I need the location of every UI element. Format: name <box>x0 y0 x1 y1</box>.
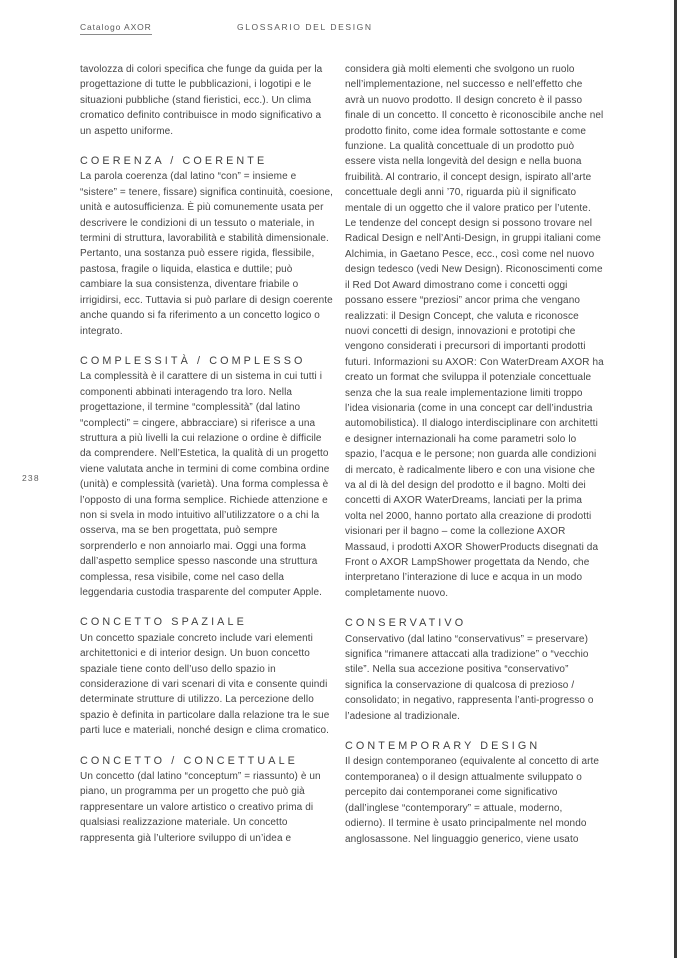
term-heading-coerenza: COERENZA / COERENTE <box>80 155 268 168</box>
left-column <box>80 62 334 846</box>
term-heading-conservativo: CONSERVATIVO <box>345 617 467 630</box>
paragraph-contemporary-design: Il design contemporaneo (equivalente al concetto di arte contemporanea) o il design attualmente sviluppato o percepito dai contemporanei come significativo (dall’inglese “contemporary” = attuale, moderno, odierno). Il termine è usato principalmente nel mondo anglosassone. Nel linguaggio generico, viene usato <box>345 756 600 845</box>
term-heading-complessita: COMPLESSITÀ / COMPLESSO <box>80 354 306 367</box>
paragraph-color-climate-cont: tavolozza di colori specifica che funge da guida per la progettazione di tutte le pubblicazioni, i logotipi e le situazioni pubbliche (stand fieristici, ecc.). Un clima cromatico definito contribuisce in modo significativo a un aspetto uniforme. <box>80 64 323 137</box>
paragraph-conservativo: Conservativo (dal latino “conservativus” = preservare) significa “rimanere attaccati alla tradizione” o “vecchio stile”. Nella sua accezione positiva “conservativo” significa la conservazione di qualcosa di prezioso / consolidato; in negativo, rappresenta l’anti-progresso o l’adesione al tradizionale. <box>345 633 594 722</box>
term-heading-contemporary-design: CONTEMPORARY DESIGN <box>345 740 541 753</box>
paragraph-concetto: Un concetto (dal latino “conceptum” = riassunto) è un piano, un programma per un progetto che può già rappresentare un valore artistico o creativo prima di qualsiasi realizzazione materiale. Un concetto rappresenta già l’ulteriore sviluppo di un’idea e <box>80 771 321 844</box>
paragraph-coerenza: La parola coerenza (dal latino “con” = insieme e “sistere” = tenere, fissare) significa continuità, coesione, unità e autosufficienza. È più comunemente usata per descrivere le condizioni di un tessuto o materiale, in termini di struttura, lavorabilità e stabilità dimensionale. Pertanto, una sostanza può essere rigida, flessibile, pastosa, fragile o liquida, elastica e duttile; può cambiare la sua consistenza, diventare friabile o irrigidirsi, ecc. Tuttavia si può parlare di design coerente anche quando si fa riferimento a un concetto logico o integrato. <box>80 171 334 337</box>
right-column <box>345 62 604 847</box>
paragraph-concetto-spaziale: Un concetto spaziale concreto include vari elementi architettonici e di interior design. Un buon concetto spaziale tiene conto dell’uso dello spazio in considerazione di vari scenari di vita e consente quindi determinate strutture di utilizzo. La percezione dello spazio è definita in particolare dalla relazione tra le sue parti luce e materiali, nonché design e clima cromatico. <box>80 632 330 737</box>
catalog-label: Catalogo AXOR <box>80 22 152 35</box>
paragraph-complessita: La complessità è il carattere di un sistema in cui tutti i componenti abbinati interagendo tra loro. Nella progettazione, il termine “complessità” (dal latino “complecti” = cingere, abbracciare) si riferisce a una struttura a più livelli la cui relazione o ordine è difficile da comprendere. Nell’Estetica, la qualità di un progetto viene valutata anche in termini di come combina ordine (unità) e complessità (varietà). Una forma complessa è l’opposto di una forma semplice. Richiede attenzione e non si svela in modo intuitivo all’utilizzatore o a chi la osserva, ma se ben progettata, può sempre sorprenderlo e non annoiarlo mai. Oggi una forma dall’aspetto semplice spesso nasconde una struttura complessa, resa visibile, come nel caso della leggendaria custodia trasparente del computer Apple. <box>80 371 330 598</box>
page-number: 238 <box>22 473 40 483</box>
paragraph-concetto-cont: considera già molti elementi che svolgono un ruolo nell’implementazione, nel successo e nell’effetto che avrà un nuovo prodotto. Il design concreto è il passo finale di un concetto. Il concetto è riconoscibile anche nel prodotto finito, come idea formale sottostante e come funzione. La qualità concettuale di un prodotto può essere vista nella longevità del design e nella buona fruibilità. Al contrario, il concept design, ispirato all’arte concettuale degli anni ’70, riguarda più il significato mentale di un oggetto che il valore pratico per l’utente. Le tendenze del concept design si possono trovare nel Radical Design e nell’Anti-Design, in gruppi italiani come Alchimia, in Gaetano Pesce, ecc., così come nel nuovo design tedesco (vedi New Design). Riconoscimenti come il Red Dot Award dimostrano come i concetti oggi possano essere “preziosi” ancor prima che vengano realizzati: il Design Concept, che valuta e riconosce nuovi concetti di design, innovazioni e prototipi che vengono considerati i precursori di importanti prodotti futuri. Informazioni su AXOR: Con WaterDream AXOR ha creato un format che sviluppa il potenziale concettuale senza che la sua reale implementazione limiti troppo l’idea visionaria (come in una concept car dell’industria automobilistica). Il dialogo interdisciplinare con architetti e designer internazionali ha come parametri solo lo spazio, l’acqua e le persone; non guarda alle condizioni di mercato, è radicalmente libero e con una visione che va al di là del design del prodotto e il bagno. Molti dei concetti di AXOR WaterDreams, lanciati per la prima volta nel 2000, hanno portato alla creazione di prodotti visionari per il bagno – come la collezione AXOR Massaud, i prodotti AXOR ShowerProducts disegnati da Front o AXOR LampShower progettata da Nendo, che interpretano l’interazione di luce e acqua in un modo completamente nuovo. <box>345 64 604 599</box>
running-header <box>0 22 677 42</box>
term-heading-concetto: CONCETTO / CONCETTUALE <box>80 754 298 767</box>
term-heading-concetto-spaziale: CONCETTO SPAZIALE <box>80 616 247 629</box>
page-title: GLOSSARIO DEL DESIGN <box>237 22 373 32</box>
